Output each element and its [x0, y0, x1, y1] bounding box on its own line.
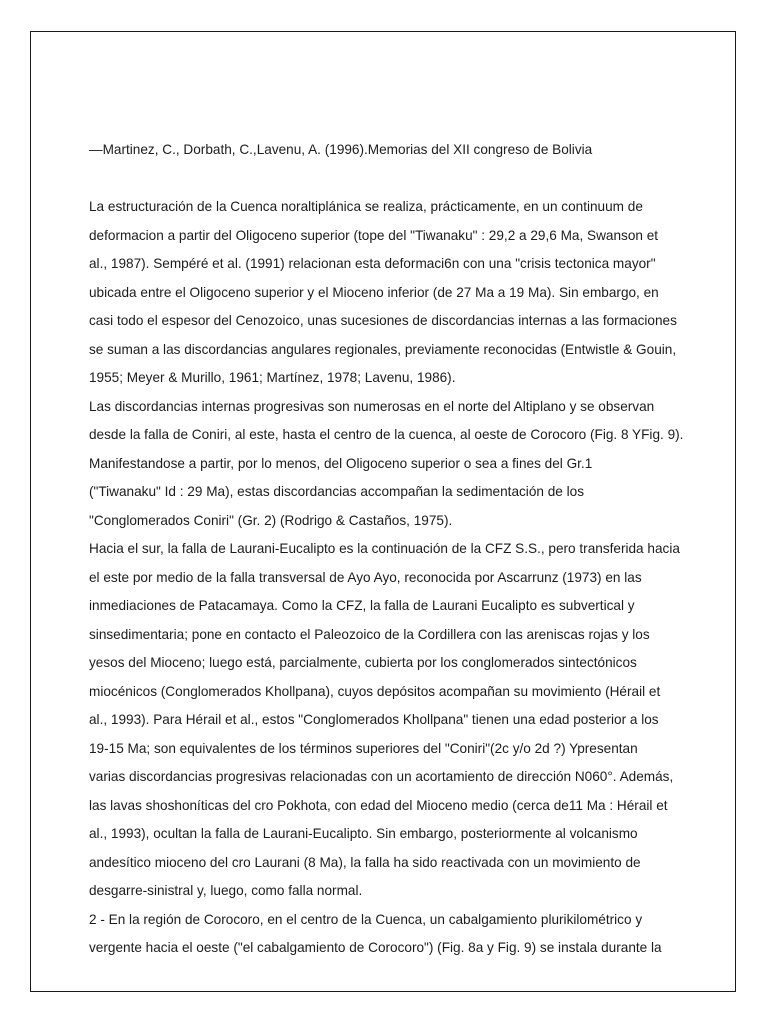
text-line: sinsedimentaria; pone en contacto el Paleozoico de la Cordillera con las areniscas rojas y los [89, 626, 650, 642]
citation-line: —Martinez, C., Dorbath, C.,Lavenu, A. (1996).Memorias del XII congreso de Bolivia [89, 142, 593, 157]
text-line: vergente hacia el oeste ("el cabalgamiento de Corocoro") (Fig. 8a y Fig. 9) se instala durante la [89, 940, 662, 955]
text-line: al., 1987). Sempéré et al. (1991) relacionan esta deformaci6n con una "crisis tectonica mayor" [89, 256, 656, 271]
text-line: La estructuración de la Cuenca noraltiplánica se realiza, prácticamente, en un continuum de [89, 199, 643, 214]
text-line: andesítico mioceno del cro Laurani (8 Ma), la falla ha sido reactivada con un movimiento de [89, 854, 641, 870]
text-line: miocénicos (Conglomerados Khollpana), cuyos depósitos acompañan su movimiento (Hérail et [89, 683, 661, 699]
text-line: 2 - En la región de Corocoro, en el centro de la Cuenca, un cabalgamiento plurikilométrico y [89, 911, 643, 927]
body-text [89, 193, 709, 963]
document-page [30, 31, 736, 992]
text-line: ubicada entre el Oligoceno superior y el Mioceno inferior (de 27 Ma a 19 Ma). Sin embargo, en [89, 284, 659, 300]
text-line: el este por medio de la falla transversal de Ayo Ayo, reconocida por Ascarrunz (1973) en las [89, 569, 642, 585]
text-line: al., 1993). Para Hérail et al., estos "Conglomerados Khollpana" tienen una edad posterior a los [89, 712, 659, 727]
text-line: Manifestandose a partir, por lo menos, del Oligoceno superior o sea a fines del Gr.1 [89, 455, 593, 471]
text-line: casi todo el espesor del Cenozoico, unas sucesiones de discordancias internas a las formaciones [89, 313, 677, 328]
text-line: Las discordancias internas progresivas son numerosas en el norte del Altiplano y se observan [89, 398, 655, 414]
text-line: "Conglomerados Coniri" (Gr. 2) (Rodrigo & Castaños, 1975). [89, 512, 453, 528]
document-content [89, 136, 709, 963]
text-line: 19-15 Ma; son equivalentes de los términos superiores del "Coniri"(2c y/o 2d ?) Ypresentan [89, 740, 638, 756]
text-line: 1955; Meyer & Murillo, 1961; Martínez, 1978; Lavenu, 1986). [89, 370, 456, 385]
text-line: yesos del Mioceno; luego está, parcialmente, cubierta por los conglomerados sintectónicos [89, 655, 637, 670]
text-line: inmediaciones de Patacamaya. Como la CFZ, la falla de Laurani Eucalipto es subvertical y [89, 598, 635, 613]
text-line: Hacia el sur, la falla de Laurani-Eucalipto es la continuación de la CFZ S.S., pero transferida hacia [89, 541, 680, 556]
text-line: varias discordancias progresivas relacionadas con un acortamiento de dirección N060°. Además, [89, 769, 674, 784]
text-line: desgarre-sinistral y, luego, como falla normal. [89, 883, 363, 898]
text-line: las lavas shoshoníticas del cro Pokhota, con edad del Mioceno medio (cerca de11 Ma : Hérail et [89, 797, 668, 813]
text-line: desde la falla de Coniri, al este, hasta el centro de la cuenca, al oeste de Corocoro (Fig. 8 YFig. 9). [89, 427, 684, 442]
paragraph-gap [89, 165, 709, 194]
text-line: ("Tiwanaku" Id : 29 Ma), estas discordancias accompañan la sedimentación de los [89, 484, 584, 499]
text-line: deformacion a partir del Oligoceno superior (tope del "Tiwanaku" : 29,2 a 29,6 Ma, Swanson et [89, 227, 659, 243]
text-line: al., 1993), ocultan la falla de Laurani-Eucalipto. Sin embargo, posteriormente al volcanismo [89, 826, 638, 841]
text-line: se suman a las discordancias angulares regionales, previamente reconocidas (Entwistle & Gouin, [89, 341, 677, 357]
